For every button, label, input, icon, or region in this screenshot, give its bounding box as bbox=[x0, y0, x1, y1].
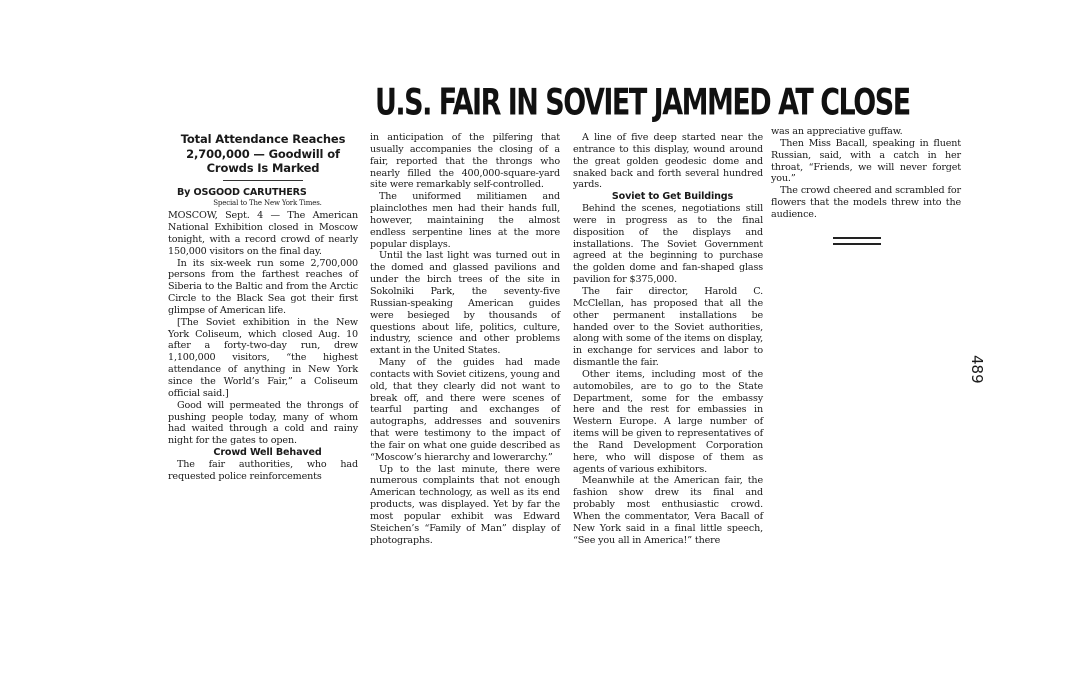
article-paragraph: in anticipation of the pilfering that usually accompanies the closing of a fair, reported that the throngs who nearly filled the 400,000-square-yard site were remarkably self-controlled. bbox=[370, 132, 560, 191]
page-number: 489 bbox=[968, 355, 986, 384]
article-paragraph: A line of five deep started near the entrance to this display, wound around the great golden geodesic dome and snaked back and forth several hundred yards. bbox=[573, 132, 763, 191]
article-column-1 bbox=[168, 132, 358, 483]
deck-line: Total Attendance Reaches bbox=[180, 132, 346, 146]
article-paragraph: The fair authorities, who had requested police reinforcements bbox=[168, 458, 358, 482]
article-paragraph: Many of the guides had made contacts with Soviet citizens, young and old, that they clearly did not want to break off, and there were scenes of tearful parting and exchanges of autographs, addresses and souvenirs that were testimony to the impact of the fair on what one guide described as “Moscow’s hierarchy and lowerarchy.” bbox=[370, 357, 560, 463]
end-of-article-rules bbox=[833, 237, 881, 245]
article-column-2 bbox=[370, 132, 560, 547]
article-paragraph: was an appreciative guffaw. bbox=[771, 126, 903, 137]
article-paragraph: The uniformed militiamen and plainclothes men had their hands full, however, maintaining the almost endless serpentine lines at the more popular displays. bbox=[370, 191, 560, 250]
article-headline: U.S. FAIR IN SOVIET JAMMED AT CLOSE bbox=[375, 82, 910, 124]
article-paragraph: Other items, including most of the automobiles, are to go to the State Department, some for the embassy here and the rest for embassies in Western Europe. A large number of items will be given to representatives of the Rand Development Corporation here, who will dispose of them as agents of various exhibitors. bbox=[573, 368, 763, 475]
article-paragraph: Meanwhile at the American fair, the fashion show drew its final and probably most enthusiastic crowd. When the commentator, Vera Bacall of New York said in a final little speech, “See you all in America!” there bbox=[573, 475, 763, 546]
byline-credit: Special to The New York Times. bbox=[213, 199, 322, 208]
article-column-4 bbox=[771, 126, 961, 249]
article-paragraph: [The Soviet exhibition in the New York Coliseum, which closed Aug. 10 after a forty-two-day run, drew 1,100,000 visitors, “the highest attendance of anything in New York since the World’s Fair,” a Coliseum official said.] bbox=[168, 316, 358, 399]
article-paragraph: Until the last light was turned out in the domed and glassed pavilions and under the birch trees of the site in Sokolniki Park, the seventy-five Russian-speaking American guides were besieged by thousands of questions about life, politics, culture, industry, science and other problems extant in the United States. bbox=[370, 250, 560, 357]
article-paragraph: Good will permeated the throngs of pushing people today, many of whom had waited through a cold and rainy night for the gates to open. bbox=[168, 399, 358, 447]
deck-rule bbox=[223, 180, 303, 181]
end-rule bbox=[833, 243, 881, 245]
deck-line: Crowds Is Marked bbox=[206, 161, 320, 175]
article-paragraph: Up to the last minute, there were numerous complaints that not enough American technology, as well as its end products, was displayed. Yet by far the most popular exhibit was Edward Steichen’s “Family of Man” display of photographs. bbox=[370, 463, 560, 546]
article-paragraph: In its six-week run some 2,700,000 persons from the farthest reaches of Siberia to the Baltic and from the Arctic Circle to the Black Sea got their first glimpse of American life. bbox=[168, 257, 358, 316]
subheading: Soviet to Get Buildings bbox=[611, 191, 734, 203]
byline: By OSGOOD CARUTHERS bbox=[177, 186, 307, 198]
article-deck bbox=[168, 132, 358, 176]
subheading: Crowd Well Behaved bbox=[213, 447, 322, 459]
article-column-3 bbox=[573, 132, 763, 547]
article-paragraph: The fair director, Harold C. McClellan, has proposed that all the other permanent installations be handed over to the Soviet authorities, along with some of the items on display, in exchange for services and labor to dismantle the fair. bbox=[573, 285, 763, 369]
deck-line: 2,700,000 — Goodwill of bbox=[186, 146, 340, 161]
end-rule bbox=[833, 237, 881, 239]
article-paragraph: MOSCOW, Sept. 4 — The American National Exhibition closed in Moscow tonight, with a record crowd of nearly 150,000 visitors on the final day. bbox=[168, 210, 358, 257]
article-paragraph: Then Miss Bacall, speaking in fluent Russian, said, with a catch in her throat, “Friends, we will never forget you.” bbox=[771, 137, 961, 185]
article-paragraph: Behind the scenes, negotiations still were in progress as to the final disposition of the displays and installations. The Soviet Government agreed at the beginning to purchase the golden dome and fan-shaped glass pavilion for $375,000. bbox=[573, 203, 763, 286]
article-paragraph: The crowd cheered and scrambled for flowers that the models threw into the audience. bbox=[771, 185, 961, 220]
